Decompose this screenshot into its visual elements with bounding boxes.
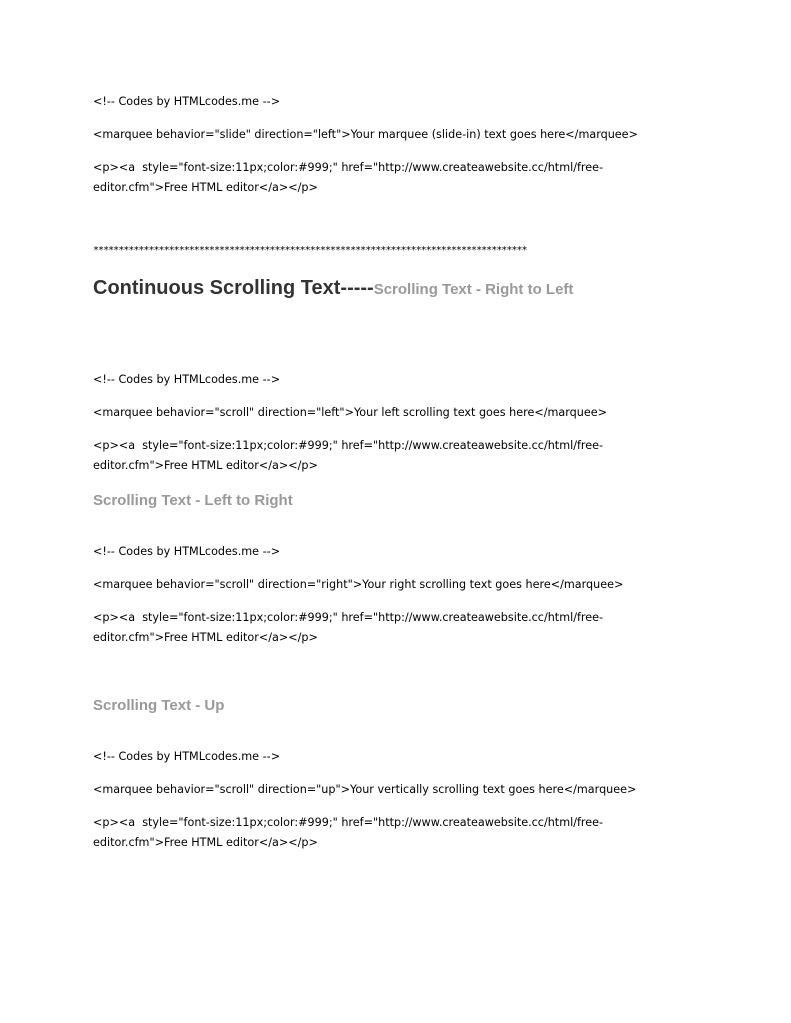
section-heading-main: Continuous Scrolling Text----- [93,277,374,299]
code-paragraph-line: <p><a style="font-size:11px;color:#999;" href="http://www.createawebsite.cc/html/free- [93,439,604,452]
code-marquee-line: <marquee behavior="scroll" direction="up">Your vertically scrolling text goes here</marquee> [93,783,637,796]
asterisk-separator: ************************************************************************************** [93,245,527,256]
code-paragraph-line-continued: editor.cfm">Free HTML editor</a></p> [93,631,318,644]
code-comment-line: <!-- Codes by HTMLcodes.me --> [93,373,281,386]
code-marquee-line: <marquee behavior="scroll" direction="left">Your left scrolling text goes here</marquee> [93,406,608,419]
subheading-up: Scrolling Text - Up [93,697,225,714]
code-paragraph-line-continued: editor.cfm">Free HTML editor</a></p> [93,459,318,472]
section-heading-sub: Scrolling Text - Right to Left [373,281,574,298]
code-comment-line: <!-- Codes by HTMLcodes.me --> [93,545,281,558]
code-marquee-line: <marquee behavior="slide" direction="left">Your marquee (slide-in) text goes here</marquee> [93,128,638,141]
code-paragraph-line: <p><a style="font-size:11px;color:#999;" href="http://www.createawebsite.cc/html/free- [93,816,604,829]
section-heading [93,277,573,300]
code-comment-line: <!-- Codes by HTMLcodes.me --> [93,95,281,108]
code-paragraph-line: <p><a style="font-size:11px;color:#999;" href="http://www.createawebsite.cc/html/free- [93,161,604,174]
code-paragraph-line: <p><a style="font-size:11px;color:#999;" href="http://www.createawebsite.cc/html/free- [93,611,604,624]
code-paragraph-line-continued: editor.cfm">Free HTML editor</a></p> [93,181,318,194]
code-comment-line: <!-- Codes by HTMLcodes.me --> [93,750,281,763]
code-paragraph-line-continued: editor.cfm">Free HTML editor</a></p> [93,836,318,849]
subheading-left-to-right: Scrolling Text - Left to Right [93,492,293,509]
code-marquee-line: <marquee behavior="scroll" direction="right">Your right scrolling text goes here</marquee> [93,578,624,591]
